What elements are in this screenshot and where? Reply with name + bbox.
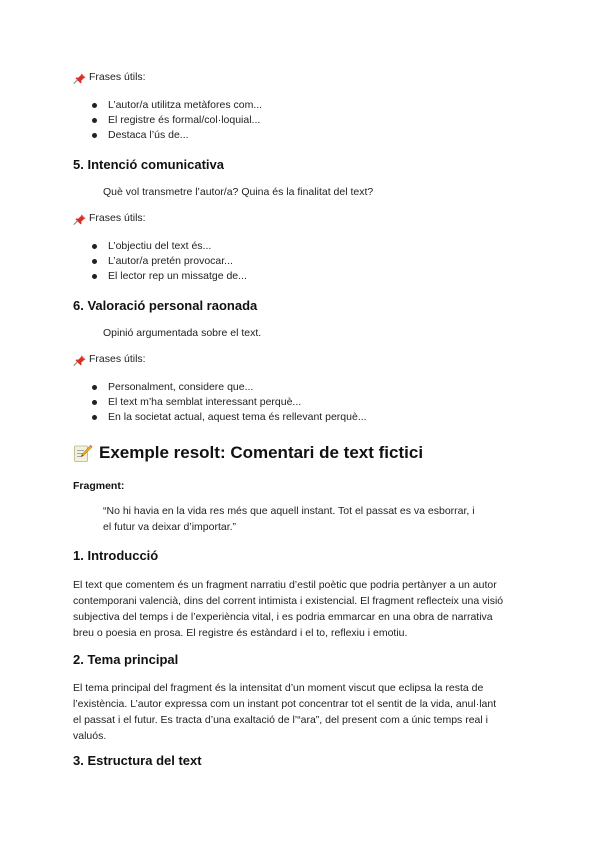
intro-paragraph	[73, 577, 528, 641]
list-item: El lector rep un missatge de...	[73, 269, 528, 284]
paragraph-line: El tema principal del fragment és la intensitat d’un moment viscut que eclipsa la resta de	[73, 682, 484, 694]
section-heading-tema: 2. Tema principal	[73, 652, 179, 667]
example-title: Exemple resolt: Comentari de text fictici	[99, 443, 424, 462]
paragraph-line: El text que comentem és un fragment narratiu d’estil poètic que podria pertànyer a un autor	[73, 579, 497, 591]
section-heading-intencio: 5. Intenció comunicativa	[73, 157, 224, 172]
example-title-row	[73, 442, 528, 464]
section-question: Què vol transmetre l’autor/a? Quina és la finalitat del text?	[103, 186, 374, 198]
theme-paragraph	[73, 680, 528, 744]
phrases-label-row	[73, 352, 528, 367]
phrases-list	[73, 239, 528, 284]
quote-line: “No hi havia en la vida res més que aquell instant. Tot el passat es va esborrar, i	[103, 505, 475, 517]
paragraph-line: contemporani valencià, dins del corrent intimista i existencial. El fragment reflecteix una visió	[73, 595, 504, 607]
fragment-quote	[73, 504, 528, 535]
phrases-label: Frases útils:	[89, 212, 146, 224]
section-heading-valoracio: 6. Valoració personal raonada	[73, 298, 258, 313]
list-item: En la societat actual, aquest tema és rellevant perquè...	[73, 410, 528, 425]
section-heading-introduccio: 1. Introducció	[73, 548, 159, 563]
phrases-list	[73, 98, 528, 143]
paragraph-line: subjectiva del temps i de l’experiència vital, i es podria emmarcar en una obra de narrativa	[73, 611, 493, 623]
list-item: L’autor/a pretén provocar...	[73, 254, 528, 269]
memo-icon	[73, 443, 93, 463]
pushpin-icon	[73, 213, 87, 225]
list-item: L’objectiu del text és...	[73, 239, 528, 254]
list-item: El text m’ha semblat interessant perquè...	[73, 395, 528, 410]
list-item: Destaca l’ús de...	[73, 128, 528, 143]
paragraph-line: l’existència. L’autor expressa com un instant pot concentrar tot el sentit de la vida, anul·lant	[73, 698, 497, 710]
quote-line: el futur va deixar d’importar.”	[103, 520, 237, 533]
phrases-label-row	[73, 211, 528, 226]
phrases-label: Frases útils:	[89, 71, 146, 83]
list-item: El registre és formal/col·loquial...	[73, 113, 528, 128]
list-item: Personalment, considere que...	[73, 380, 528, 395]
section-heading-estructura: 3. Estructura del text	[73, 753, 202, 768]
phrases-label: Frases útils:	[89, 353, 146, 365]
pushpin-icon	[73, 72, 87, 84]
phrases-list	[73, 380, 528, 425]
paragraph-line: valuós.	[73, 730, 107, 742]
fragment-label: Fragment:	[73, 480, 125, 492]
pushpin-icon	[73, 354, 87, 366]
paragraph-line: breu o poesia en prosa. El registre és estàndard i el to, reflexiu i emotiu.	[73, 627, 408, 639]
paragraph-line: el passat i el futur. Es tracta d’una exaltació de l’“ara”, del present com a únic temps real i	[73, 714, 488, 726]
section-description: Opinió argumentada sobre el text.	[103, 327, 262, 339]
phrases-label-row	[73, 70, 528, 85]
list-item: L’autor/a utilitza metàfores com...	[73, 98, 528, 113]
